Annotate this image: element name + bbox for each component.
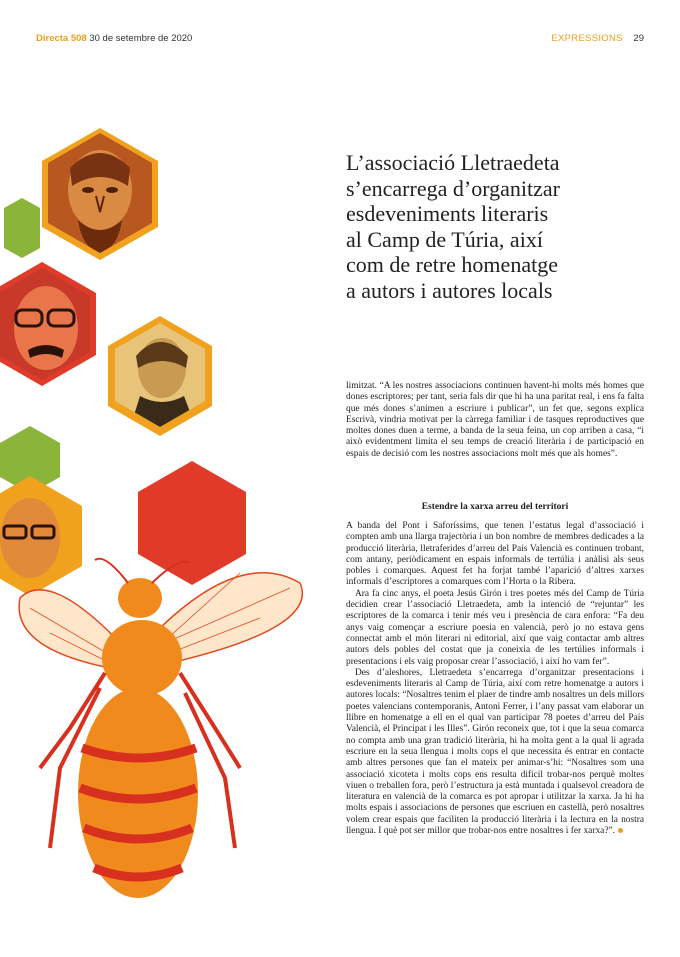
article-intro [346, 381, 644, 460]
page-header [36, 33, 644, 49]
intro-paragraph: limitzat. “A les nostres associacions continuen havent-hi molts més homes que dones escriptores; per tant, seria fals dir que hi ha una paritat real, i ens fa falta que més dones s’animen a escriure i publicar”, un fet que, segons explica Escrivà, vindria motivat per la càrrega familiar i de tasques reproductives que moltes dones duen a terme, a banda de la seua feina, un cop arriben a casa, “i això evidentment limita el seu temps de creació literària i de participació en espais de decisió com les nostres associacions molt més que als homes”. [346, 381, 644, 459]
page-number: 29 [633, 33, 644, 44]
portrait-lower [0, 478, 80, 598]
hexagon-green [4, 198, 40, 258]
article-subheading: Estendre la xarxa arreu del territori [421, 502, 569, 512]
section-name: EXPRESSIONS [551, 33, 623, 44]
bee-illustration [19, 559, 302, 898]
end-mark-icon [618, 828, 623, 833]
headline [346, 150, 646, 303]
headline-line: L’associació Lletraedeta [346, 150, 560, 175]
header-right [551, 33, 644, 44]
headline-line: s’encarrega d’organitzar [346, 175, 560, 201]
headline-line: a autors i autores locals [346, 277, 553, 303]
issue-date: 30 de setembre de 2020 [89, 33, 193, 44]
portrait-renaissance [40, 128, 160, 258]
bee-thorax [102, 620, 182, 696]
body-paragraph-last [346, 668, 644, 837]
headline-line: esdeveniments literaris [346, 201, 549, 226]
bee-head [118, 578, 162, 618]
article-body [346, 521, 644, 837]
body-paragraph: Ara fa cinc anys, el poeta Jesús Girón i tres poetes més del Camp de Túria decidien crear l’associació Lletraedeta, amb la intenció de “rejuntar” les escriptores de la comarca i tenir més veu i presència de cara enfora: “Fa deu anys vaig començar a escriure poesia en valencià, però jo no estava gens connectat amb el món literari ni editorial, així que vaig contactar amb altres autors dels pobles del costat que ja coneixia de les tertúlies informals i presentacions i els vaig proposar crear l’associació, i així ho vam fer”. [346, 588, 644, 667]
body-paragraph-text: Des d’aleshores, Lletraedeta s’encarrega d’organitzar presentacions i esdeveniments literaris al Camp de Túria, així com retre homenatge a autors i autores locals: “Nosaltres tenim el plaer de tindre amb nosaltres un dels millors poetes valencians contemporanis, Antoni Ferrer, i l’any passat vam elaborar un llibre en homenatge a ell en el qual van participar 78 poetes d’arreu del País Valencià, el Principat i les Illes”. Girón reconeix que, tot i que la seua comarca no compta amb una gran tradició literària, hi ha molta gent a la qual li agrada escriure en la seua llengua i molts cops el que necessita és entrar en contacte amb altres persones que fan el mateix per animar-s’hi: “Nosaltres som una associació xicoteta i molts cops ens resulta difícil trobar-nos perquè moltes viuen o treballen fora, però l’estructura ja està muntada i qualsevol creadora de literatura en valencià de la comarca es pot apropar i utilitzar la xarxa. Ja hi ha molts espais i associacions de persones que escriuen en castellà, però nosaltres volem crear espais que faciliten la producció literària i la lectura en la nostra llengua. I què pot ser millor que trobar-nos entre nosaltres i fer xarxa?”. [346, 667, 644, 837]
headline-line: com de retre homenatge [346, 252, 558, 277]
hexagon-red-large [138, 461, 246, 585]
publication-name: Directa 508 [36, 33, 87, 44]
body-paragraph: A banda del Pont i Saforíssims, que tenen l’estatus legal d’associació i compten amb una llarga trajectòria i un bon nombre de membres dedicades a la producció literària, lletraferides d’arreu del País Valencià es continuen trobant, com antany, periòdicament en espais informals de tertúlia i anàlisi als seus pobles i comarques. Aquest fet ha forjat també l’aparició d’altres xarxes informals d’escriptores a comarques com l’Horta o la Ribera. [346, 521, 644, 588]
header-left [36, 33, 192, 44]
headline-line: al Camp de Túria, així [346, 226, 543, 252]
illustration-collage [0, 128, 340, 948]
